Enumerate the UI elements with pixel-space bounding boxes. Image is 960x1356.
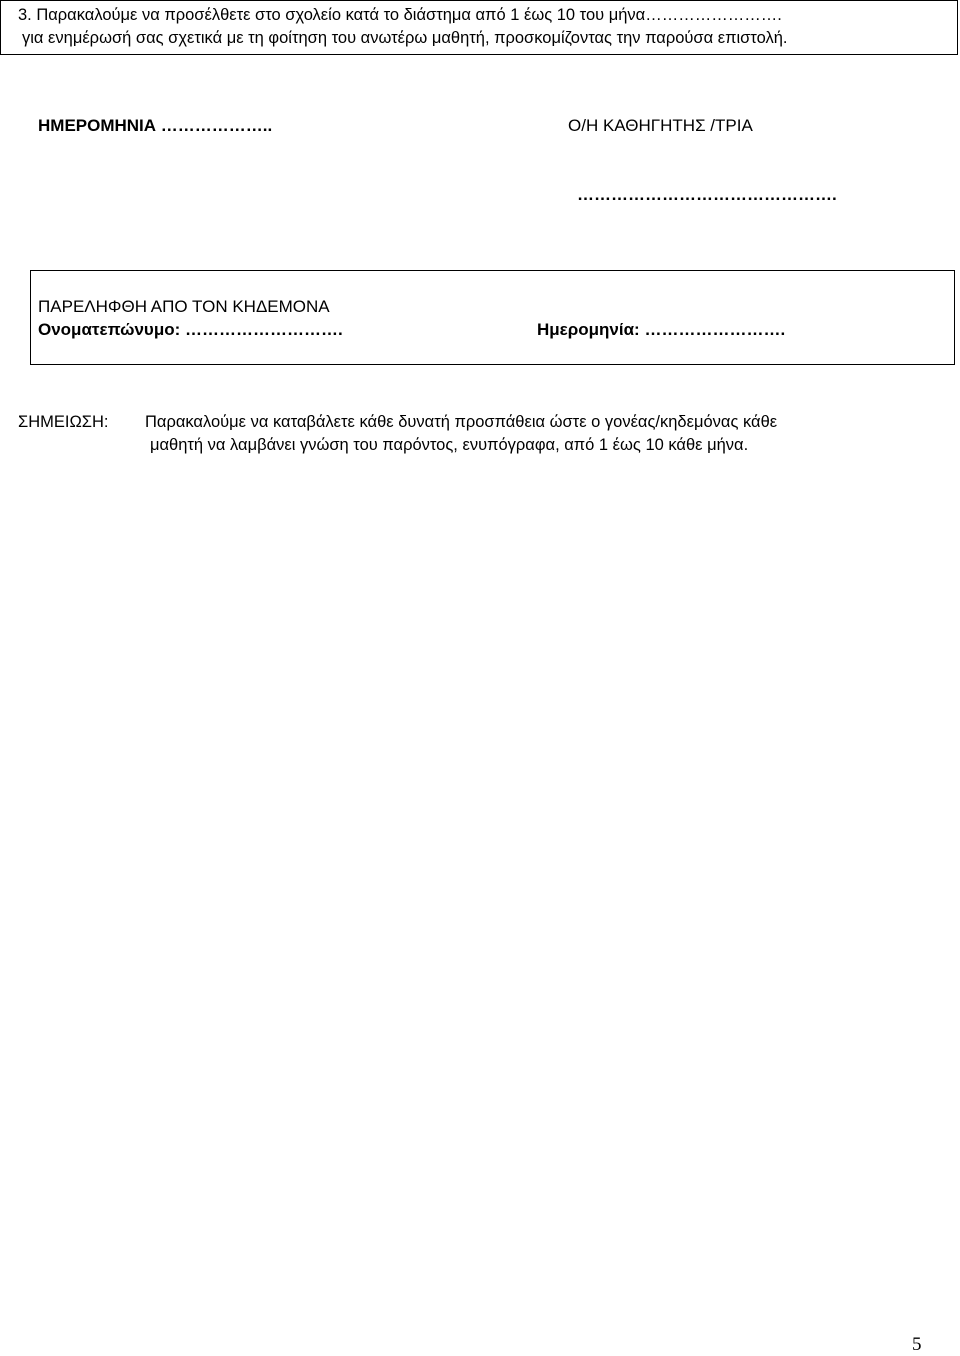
signature-line: ………………………………………. [577,185,837,204]
receipt-date-field: Ημερομηνία: ……………………. [537,320,786,339]
guardian-name-field: Ονοματεπώνυμο: ………………………. [38,320,343,339]
teacher-label: Ο/Η ΚΑΘΗΓΗΤΗΣ /ΤΡΙΑ [568,116,753,135]
date-line: ΗΜΕΡΟΜΗΝΙΑ ……………….. [38,116,273,135]
receipt-box [30,270,955,365]
intro-line-1: 3. Παρακαλούμε να προσέλθετε στο σχολείο κατά το διάστημα από 1 έως 10 του μήνα……………………. [18,6,782,24]
note-line-2: μαθητή να λαμβάνει γνώση του παρόντος, ενυπόγραφα, από 1 έως 10 κάθε μήνα. [150,436,749,454]
note-label: ΣΗΜΕΙΩΣΗ: [18,413,109,431]
intro-line-2: για ενημέρωσή σας σχετικά με τη φοίτηση του ανωτέρω μαθητή, προσκομίζοντας την παρούσα επιστολή. [22,29,788,47]
receipt-title: ΠΑΡΕΛΗΦΘΗ ΑΠΟ ΤΟΝ ΚΗΔΕΜΟΝΑ [38,297,330,316]
page-number: 5 [912,1334,922,1355]
note-line-1: Παρακαλούμε να καταβάλετε κάθε δυνατή προσπάθεια ώστε ο γονέας/κηδεμόνας κάθε [145,413,778,431]
